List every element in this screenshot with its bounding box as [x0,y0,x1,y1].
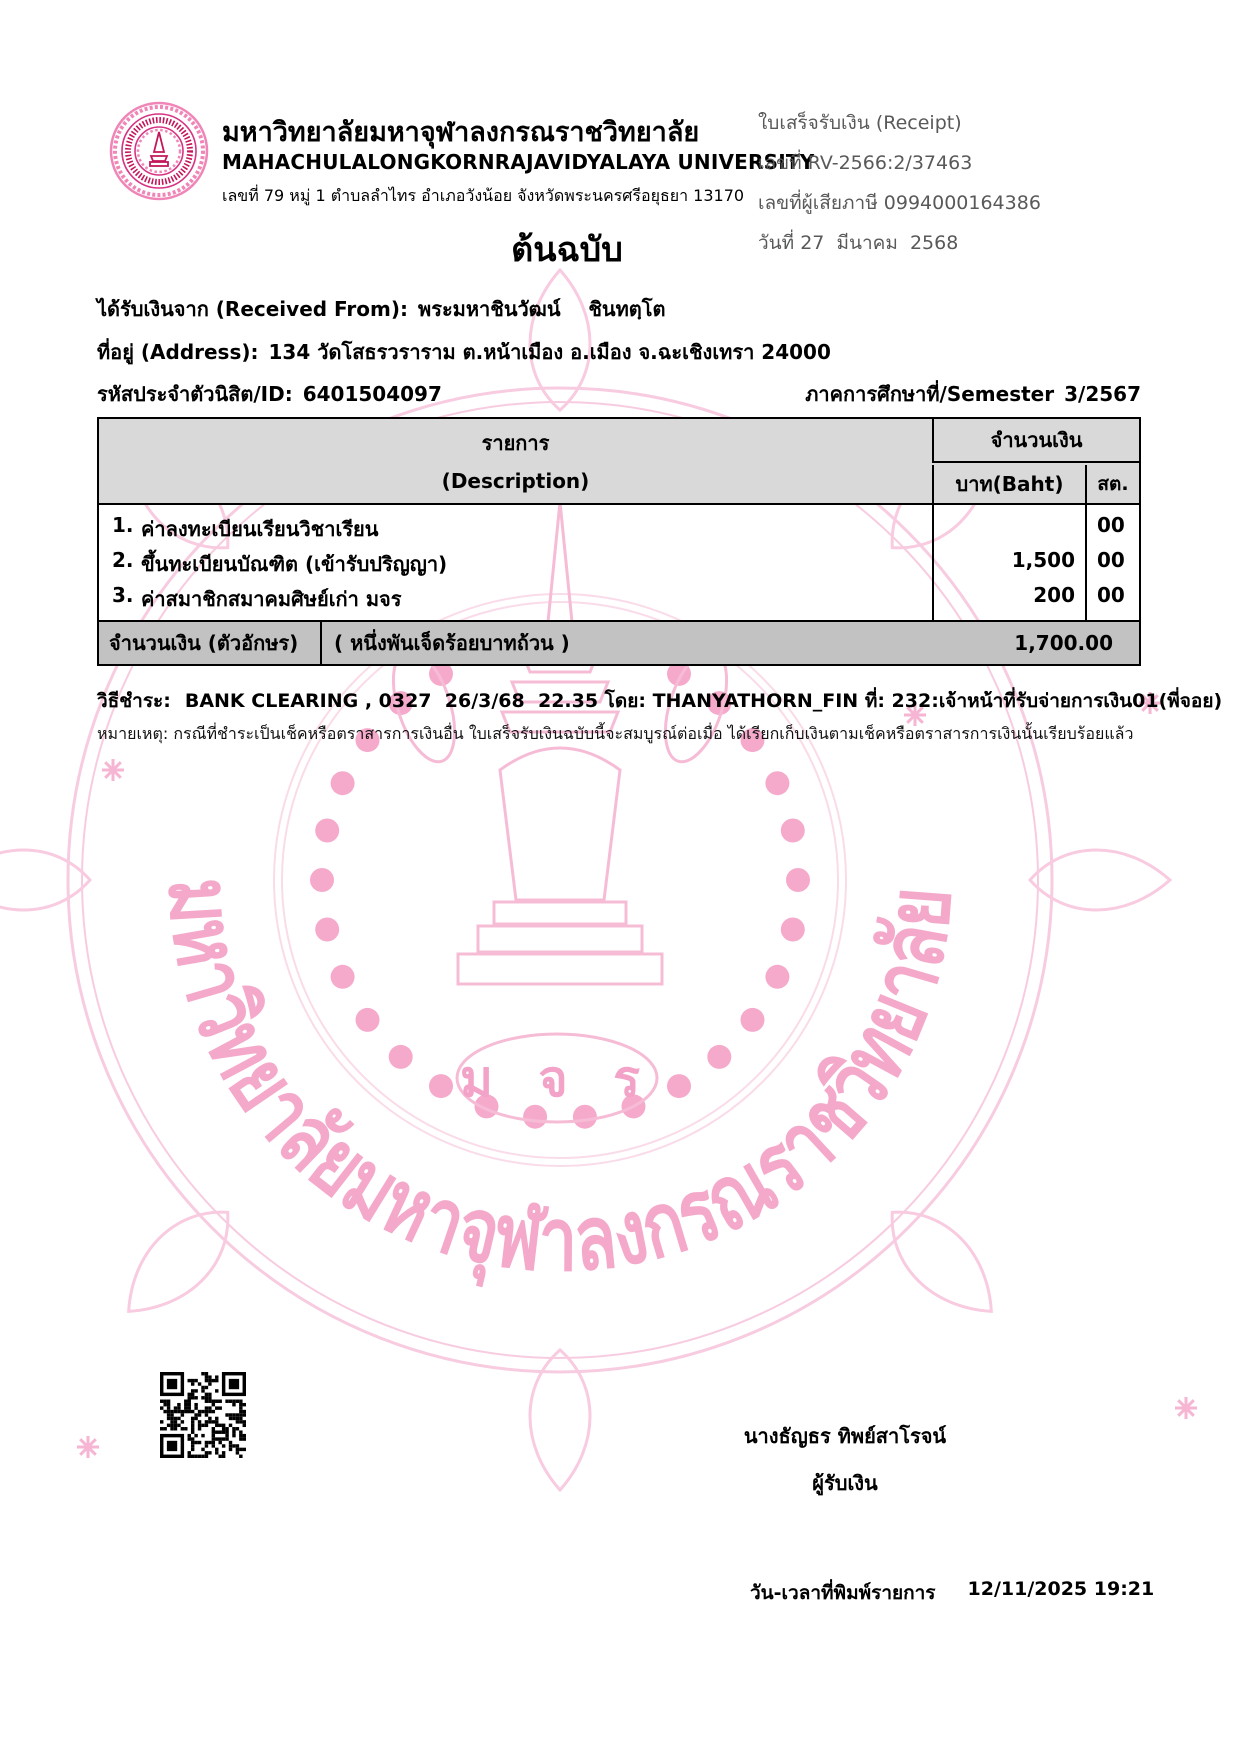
col-description-en: (Description) [441,469,590,493]
payment-method-value: BANK CLEARING , 0327 26/3/68 22.35 โดย: THANYATHORN_FIN ที่: 232:เจ้าหน้าที่รับจ่ายการเงิน01(พี่จอย) [184,690,1223,712]
received-from-label: ได้รับเงินจาก (Received From): [97,297,409,321]
total-amount: 1,700.00 [1014,631,1113,655]
watermark-center-text: ม จ ร [460,1050,654,1108]
signer-name: นางธัญธร ทิพย์สาโรจน์ [743,1424,947,1448]
table-row: 1. ค่าลงทะเบียนเรียนวิชาเรียน 00 [112,513,1125,541]
col-amount: จำนวนเงิน [932,419,1139,463]
total-row [99,620,1139,664]
items-table [97,417,1141,666]
col-baht: บาท(Baht) [932,465,1085,503]
table-row: 3. ค่าสมาชิกสมาคมศิษย์เก่า มจร 200 00 [112,583,1125,611]
tax-id: เลขที่ผู้เสียภาษี 0994000164386 [758,192,1041,214]
print-datetime-label: วัน-เวลาที่พิมพ์รายการ [750,1582,936,1604]
received-from-value: พระมหาชินวัฒน์ ชินทตฺโต [418,297,666,321]
col-satang: สต. [1085,465,1139,503]
print-datetime-line [750,1578,1154,1608]
table-row: 2. ขึ้นทะเบียนบัณฑิต (เข้ารับปริญญา) 1,500 00 [112,548,1125,576]
payer-address-label: ที่อยู่ (Address): [97,340,259,364]
received-from-line [97,293,666,325]
university-seal-logo-icon [108,100,210,202]
table-header [99,419,1139,505]
total-label: จำนวนเงิน (ตัวอักษร) [109,631,299,655]
semester: ภาคการศึกษาที่/Semester 3/2567 [805,382,1141,406]
col-description [99,419,932,503]
qr-code [160,1372,246,1458]
student-id: รหัสประจำตัวนิสิต/ID: 6401504097 [97,382,442,406]
watermark-ring-text: มหาวิทยาลัยมหาจุฬาลงกรณราชวิทยาลัย [148,872,973,1293]
receipt-date: วันที่ 27 มีนาคม 2568 [758,232,959,254]
receipt-label: ใบเสร็จรับเงิน (Receipt) [758,112,962,134]
payer-address-line [97,336,831,368]
print-datetime-value: 12/11/2025 19:21 [967,1578,1155,1600]
copy-type-title: ต้นฉบับ [511,230,623,270]
payment-method-line [97,686,1222,716]
col-description-th: รายการ [481,431,550,455]
university-name-th: มหาวิทยาลัยมหาจุฬาลงกรณราชวิทยาลัย [222,117,700,148]
note-line: หมายเหตุ: กรณีที่ชำระเป็นเช็คหรือตราสารการเงินอื่น ใบเสร็จรับเงินฉบับนี้จะสมบูรณ์ต่อเมื่อ ได้เรียกเก็บเงินตามเช็คหรือตราสารการเงินนั้นเรียบร้อยแล้ว [97,724,1134,743]
student-id-line [97,378,1141,410]
payment-method-label: วิธีชำระ: [97,690,171,712]
total-in-words: ( หนึ่งพันเจ็ดร้อยบาทถ้วน ) [334,631,570,655]
receipt-number: เลขที่ RV-2566:2/37463 [758,152,973,174]
university-name-en: MAHACHULALONGKORNRAJAVIDYALAYA UNIVERSITY [222,150,815,174]
signer-role: ผู้รับเงิน [812,1471,878,1495]
payer-address-value: 134 วัดโสธรวราราม ต.หน้าเมือง อ.เมือง จ.ฉะเชิงเทรา 24000 [268,340,831,364]
university-address: เลขที่ 79 หมู่ 1 ตำบลลำไทร อำเภอวังน้อย จังหวัดพระนครศรีอยุธยา 13170 [222,186,745,205]
